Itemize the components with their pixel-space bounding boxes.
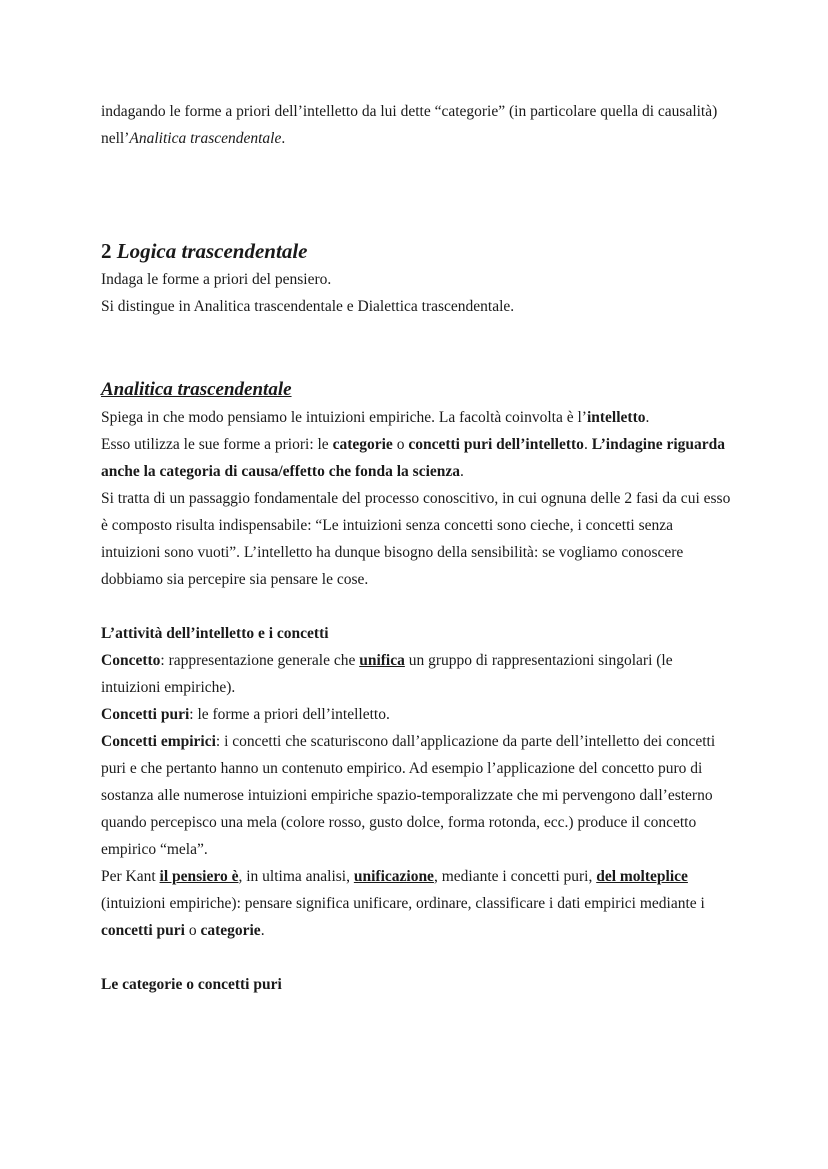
kant-text-1: Per Kant xyxy=(101,868,160,885)
analitica-s2-o: o xyxy=(392,436,409,453)
def-concetti-empirici xyxy=(101,728,731,863)
term-categorie-2: categorie xyxy=(200,922,261,939)
analitica-heading: Analitica trascendentale xyxy=(101,379,292,400)
kant-text-5: o xyxy=(184,922,201,939)
kant-text-6: . xyxy=(260,922,265,939)
logica-line-2: Si distingue in Analitica trascendentale e Dialettica trascendentale. xyxy=(101,298,515,315)
def-concetto-text-1: : rappresentazione generale che xyxy=(160,652,360,669)
analitica-paragraph-2: Si tratta di un passaggio fondamentale del processo conoscitivo, in cui ognuna delle 2 fasi da cui esso è composto risulta indispensabile: “Le intuizioni senza concetti sono cieche, i concetti senza intuizioni sono vuoti”. L’intelletto ha dunque bisogno della sensibilità: se vogliamo conoscere dobbiamo sia percepire sia pensare le cose. xyxy=(101,490,731,588)
def-concetti-puri-text: : le forme a priori dell’intelletto. xyxy=(189,706,390,723)
analitica-s2-end: . xyxy=(460,463,464,480)
term-il-pensiero: il pensiero è xyxy=(159,868,239,885)
def-concetto-label: Concetto xyxy=(101,652,161,669)
intro-paragraph xyxy=(101,98,731,152)
logica-heading xyxy=(101,236,731,266)
intro-end: . xyxy=(281,130,286,147)
term-del-molteplice: del molteplice xyxy=(596,868,688,885)
categorie-heading: Le categorie o concetti puri xyxy=(101,976,282,993)
analitica-s2-dot: . xyxy=(583,436,592,453)
def-concetti-empirici-text: : i concetti che scaturiscono dall’applicazione da parte dell’intelletto dei concetti puri e che pertanto hanno un contenuto empirico. Ad esempio l’applicazione del concetto puro di sostanza alle numerose intuizioni empiriche spazio-temporalizzate che mi pervengono dall’esterno quando percepisco una mela (colore rosso, gusto dolce, forma rotonda, ecc.) produce il concetto empirico “mela”. xyxy=(101,733,716,858)
logica-heading-number: 2 xyxy=(101,239,117,263)
kant-text-2: , in ultima analisi, xyxy=(238,868,354,885)
document-page xyxy=(101,98,731,998)
term-categorie: categorie xyxy=(332,436,393,453)
term-intelletto: intelletto xyxy=(586,409,646,426)
def-concetti-puri-label: Concetti puri xyxy=(101,706,190,723)
kant-text-3: , mediante i concetti puri, xyxy=(433,868,597,885)
analitica-s1: Spiega in che modo pensiamo le intuizioni empiriche. La facoltà coinvolta è l’ xyxy=(101,409,587,426)
term-concetti-puri-2: concetti puri xyxy=(101,922,185,939)
analitica-s1-end: . xyxy=(645,409,650,426)
logica-line-1: Indaga le forme a priori del pensiero. xyxy=(101,271,332,288)
attivita-heading: L’attività dell’intelletto e i concetti xyxy=(101,625,329,642)
def-concetto xyxy=(101,647,731,701)
term-unificazione: unificazione xyxy=(353,868,434,885)
def-concetto-text-2: un gruppo di rappresentazioni singolari (le intuizioni empiriche). xyxy=(101,652,673,696)
def-concetti-puri xyxy=(101,701,731,728)
kant-text-4: (intuizioni empiriche): pensare significa unificare, ordinare, classificare i dati empirici mediante i xyxy=(101,895,705,912)
def-concetti-empirici-label: Concetti empirici xyxy=(101,733,216,750)
kant-paragraph xyxy=(101,863,731,944)
analitica-paragraph-1 xyxy=(101,404,731,485)
term-unifica: unifica xyxy=(359,652,405,669)
intro-text: indagando le forme a priori dell’intelletto da lui dette “categorie” (in particolare quella di causalità) nell’ xyxy=(101,103,718,147)
analitica-s2: Esso utilizza le sue forme a priori: le xyxy=(101,436,333,453)
term-indagine: L’indagine riguarda anche la categoria di causa/effetto che fonda la scienza xyxy=(101,436,726,480)
term-concetti-puri: concetti puri dell’intelletto xyxy=(408,436,584,453)
intro-italic-term: Analitica trascendentale xyxy=(129,130,282,147)
logica-heading-title: Logica trascendentale xyxy=(116,239,308,263)
